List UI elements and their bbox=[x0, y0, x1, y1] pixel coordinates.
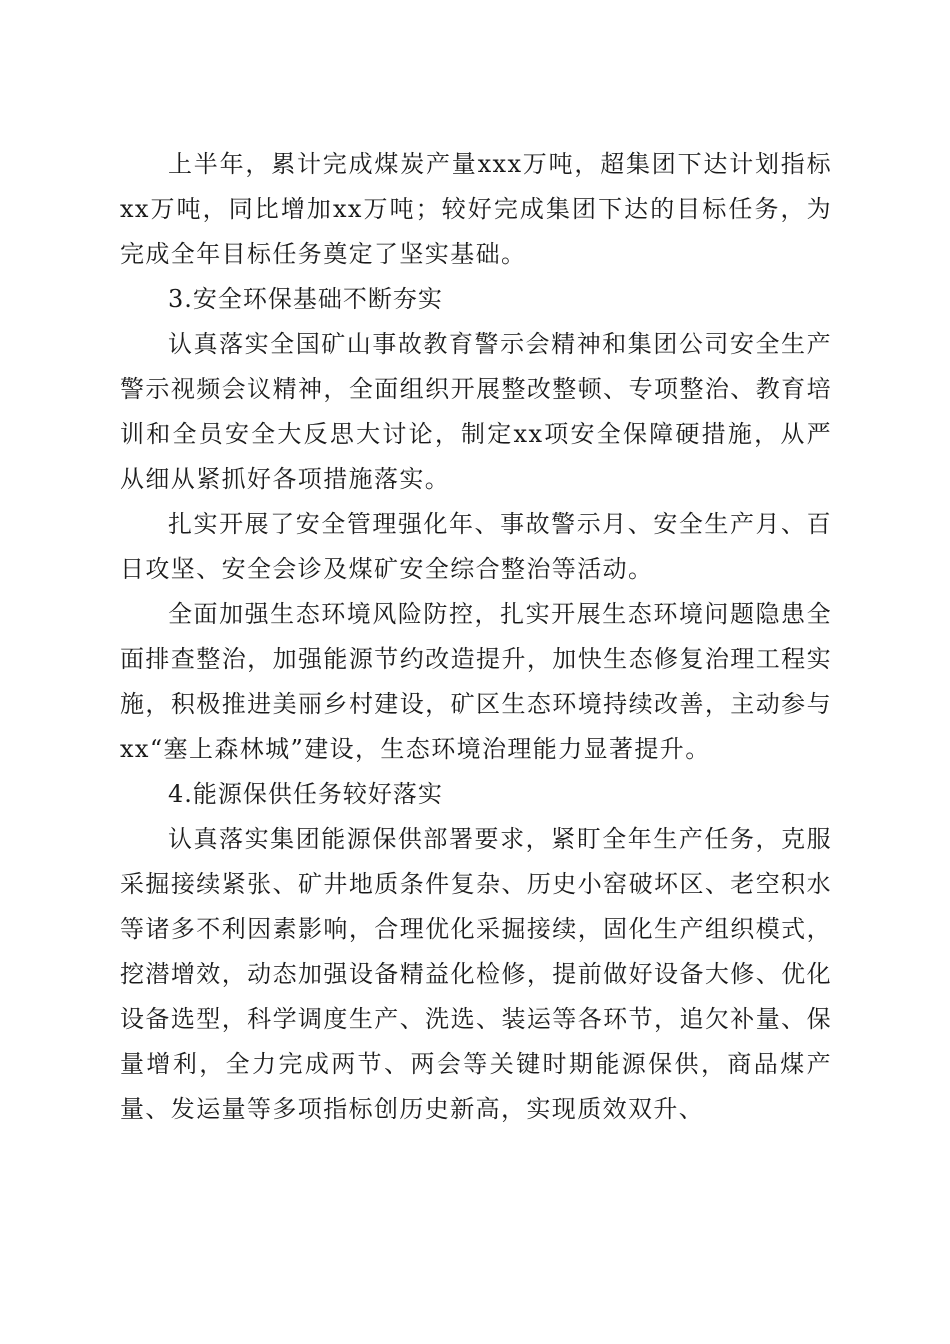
paragraph-energy-supply: 认真落实集团能源保供部署要求，紧盯全年生产任务，克服采掘接续紧张、矿井地质条件复杂、历史小窑破坏区、老空积水等诸多不利因素影响，合理优化采掘接续，固化生产组织模式，挖潜增效，动态加强设备精益化检修，提前做好设备大修、优化设备选型，科学调度生产、洗选、装运等各环节，追欠补量、保量增利，全力完成两节、两会等关键时期能源保供，商品煤产量、发运量等多项指标创历史新高，实现质效双升、 bbox=[120, 825, 832, 1123]
document-body bbox=[120, 142, 832, 1132]
paragraph-output-summary: 上半年，累计完成煤炭产量xxx万吨，超集团下达计划指标xx万吨，同比增加xx万吨；较好完成集团下达的目标任务，为完成全年目标任务奠定了坚实基础。 bbox=[120, 150, 832, 268]
paragraph-safety-activities: 扎实开展了安全管理强化年、事故警示月、安全生产月、百日攻坚、安全会诊及煤矿安全综合整治等活动。 bbox=[120, 510, 832, 583]
paragraph-safety-measures: 认真落实全国矿山事故教育警示会精神和集团公司安全生产警示视频会议精神，全面组织开展整改整顿、专项整治、教育培训和全员安全大反思大讨论，制定xx项安全保障硬措施，从严从细从紧抓好各项措施落实。 bbox=[120, 330, 832, 493]
section-heading-safety: 3.安全环保基础不断夯实 bbox=[168, 285, 443, 313]
section-heading-energy-supply: 4.能源保供任务较好落实 bbox=[168, 780, 443, 808]
paragraph-ecology: 全面加强生态环境风险防控，扎实开展生态环境问题隐患全面排查整治，加强能源节约改造提升，加快生态修复治理工程实施，积极推进美丽乡村建设，矿区生态环境持续改善，主动参与xx“塞上森林城”建设，生态环境治理能力显著提升。 bbox=[120, 600, 832, 763]
